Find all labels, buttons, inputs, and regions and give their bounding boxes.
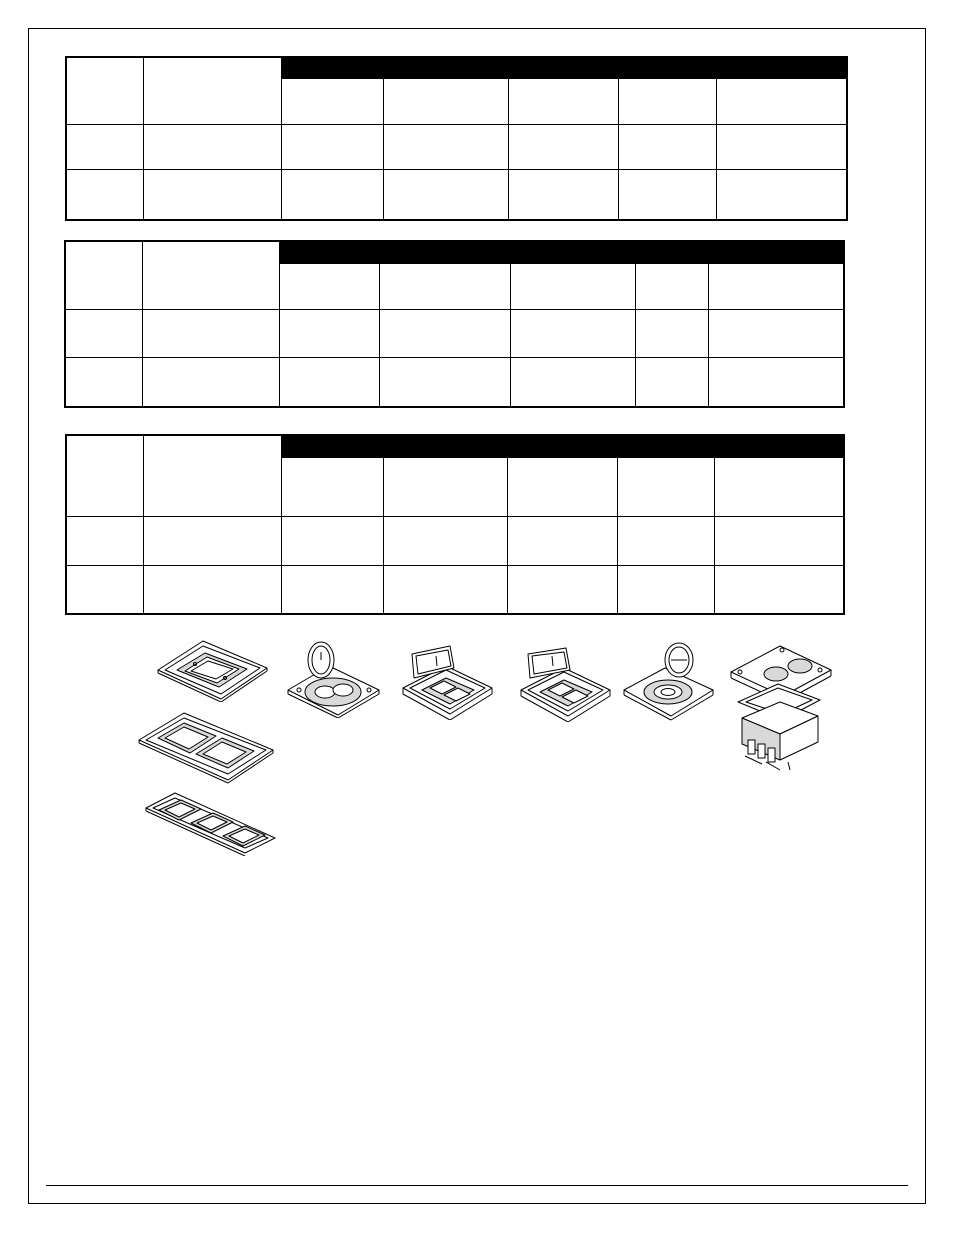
- column-header: [281, 78, 383, 124]
- table-cell: [635, 309, 708, 357]
- column-header: [617, 457, 714, 516]
- round-lid-duplex-plate-illustration: [283, 638, 383, 718]
- two-gang-plate-illustration: [136, 710, 276, 784]
- column-header: [281, 457, 383, 516]
- table-cell: [708, 309, 844, 357]
- hinged-lid-duplex-plate-alt-illustration: [518, 646, 613, 722]
- table-cell: [279, 309, 379, 357]
- table-cell: [635, 357, 708, 407]
- table-cell: [66, 124, 143, 169]
- column-header: [379, 263, 510, 309]
- table-cell: [66, 516, 143, 565]
- column-header: [279, 263, 379, 309]
- table-cell: [142, 309, 279, 357]
- description-header-cell: [142, 241, 279, 309]
- table-cell: [279, 357, 379, 407]
- column-header: [383, 78, 508, 124]
- column-header: [383, 457, 507, 516]
- row-header-cell: [65, 241, 142, 309]
- column-header: [708, 263, 844, 309]
- description-header-cell: [143, 435, 281, 516]
- footer-divider: [46, 1185, 908, 1186]
- table-cell: [510, 309, 635, 357]
- table-cell: [281, 124, 383, 169]
- table-row: [66, 169, 847, 220]
- header-band: [281, 57, 847, 78]
- table-cell: [65, 357, 142, 407]
- table-cell: [617, 516, 714, 565]
- table-cell: [510, 357, 635, 407]
- table-cell: [142, 357, 279, 407]
- table-cell: [618, 169, 716, 220]
- spec-table-2: [64, 240, 845, 408]
- column-header: [635, 263, 708, 309]
- table-cell: [65, 309, 142, 357]
- table-cell: [507, 565, 617, 614]
- spec-table-3: [65, 434, 845, 615]
- table-cell: [379, 309, 510, 357]
- column-header: [507, 457, 617, 516]
- description-header-cell: [143, 57, 281, 124]
- column-header: [618, 78, 716, 124]
- table-cell: [383, 169, 508, 220]
- table-cell: [281, 169, 383, 220]
- column-header: [716, 78, 847, 124]
- round-lid-single-receptacle-illustration: [621, 640, 716, 722]
- table-cell: [143, 124, 281, 169]
- table-row: [66, 516, 844, 565]
- header-band: [281, 435, 844, 457]
- table-cell: [66, 169, 143, 220]
- table-cell: [716, 169, 847, 220]
- table-row: [65, 357, 844, 407]
- table-cell: [383, 516, 507, 565]
- table-cell: [143, 516, 281, 565]
- column-header: [508, 78, 618, 124]
- single-gang-plate-illustration: [155, 638, 270, 702]
- table-cell: [507, 516, 617, 565]
- table-cell: [618, 124, 716, 169]
- table-cell: [281, 516, 383, 565]
- row-header-cell: [66, 435, 143, 516]
- three-gang-plate-illustration: [143, 790, 278, 856]
- table-cell: [379, 357, 510, 407]
- table-cell: [708, 357, 844, 407]
- exploded-floor-box-illustration: [728, 640, 834, 772]
- table-cell: [143, 169, 281, 220]
- table-cell: [66, 565, 143, 614]
- table-cell: [383, 124, 508, 169]
- table-cell: [281, 565, 383, 614]
- table-row: [65, 309, 844, 357]
- table-cell: [143, 565, 281, 614]
- table-cell: [508, 124, 618, 169]
- table-cell: [714, 516, 844, 565]
- column-header: [510, 263, 635, 309]
- table-row: [66, 565, 844, 614]
- table-cell: [714, 565, 844, 614]
- table-cell: [383, 565, 507, 614]
- column-header: [714, 457, 844, 516]
- header-band: [279, 241, 844, 263]
- table-cell: [617, 565, 714, 614]
- table-cell: [508, 169, 618, 220]
- spec-table-1: [65, 56, 848, 221]
- hinged-lid-duplex-plate-illustration: [400, 644, 495, 720]
- table-cell: [716, 124, 847, 169]
- table-row: [66, 124, 847, 169]
- row-header-cell: [66, 57, 143, 124]
